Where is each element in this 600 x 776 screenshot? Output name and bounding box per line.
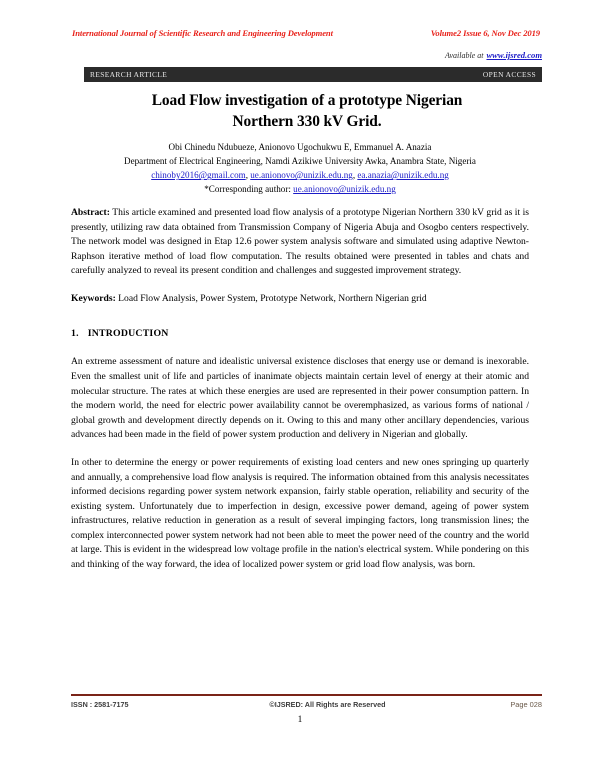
section-title: INTRODUCTION	[87, 328, 169, 340]
footer-page-label: Page 028	[510, 700, 542, 709]
footer-divider	[71, 694, 542, 696]
paper-title-line-2: Northern 330 kV Grid.	[232, 113, 382, 131]
page-footer	[71, 700, 542, 709]
page-number: 1	[297, 715, 303, 725]
author-affiliation: Department of Electrical Engineering, Namdi Azikiwe University Awka, Anambra State, Nigeria	[124, 156, 476, 167]
document-body	[71, 206, 529, 586]
journal-volume-issue: Volume2 Issue 6, Nov Dec 2019	[430, 28, 540, 38]
author-email-3[interactable]: ea.anazia@unizik.edu.ng	[357, 170, 449, 181]
section-heading-introduction	[71, 328, 529, 339]
article-access-bar	[84, 67, 542, 82]
author-email-1[interactable]: chinoby2016@gmail.com	[151, 170, 246, 181]
paper-title-line-1: Load Flow investigation of a prototype Nigerian	[151, 92, 463, 109]
author-names: Obi Chinedu Ndubueze, Anionovo Ugochukwu E, Emmanuel A. Anazia	[168, 142, 432, 152]
journal-title: International Journal of Scientific Research and Engineering Development	[72, 28, 333, 38]
available-at-line	[445, 50, 542, 60]
open-access-label: OPEN ACCESS	[482, 70, 536, 79]
available-label: Available at	[445, 51, 484, 60]
corresponding-author-line	[40, 182, 560, 196]
introduction-paragraph-1: An extreme assessment of nature and idealistic universal existence discloses that energy use or demand is inexorable. Even the smallest unit of life and particles of inanimate objects maintain certain level of energy at their atomic and molecular structure. The rates at which these energies are used are represented in their power consumption pattern. In the modern world, the need for electric power availability cannot be overemphasized, as various forms of national / global growth and development directly depends on it. Owing to this and many other ancillary dependencies, various advances had been made in the field of power system production and delivery in Nigerian and globally.	[71, 356, 529, 441]
keywords-paragraph	[71, 292, 529, 307]
footer-issn: ISSN : 2581-7175	[71, 700, 129, 709]
introduction-paragraph-2: In other to determine the energy or power requirements of existing load centers and new ones springing up quarterly and annually, a comprehensive load flow analysis is required. The information obtained from this analysis necessitates informed decisions regarding power system network expansion, fairly stable operation, reliability and security of the existing system. Unfortunately due to imperfection in design, excessive power demand, ageing of power system infrastructures, relative reduction in generation as a result of several impinging factors, long transmission lines; the complex interconnected power system network had not been able to meet the power need of the country and the world at large. This is evident in the widespread low voltage profile in the nation's electrical system. While pondering on this and thinking of the way forward, the idea of localized power system or grid load flow analysis, was born.	[71, 456, 529, 570]
author-block	[40, 140, 560, 196]
abstract-text: This article examined and presented load flow analysis of a prototype Nigerian Northern 330 kV grid as it is presently, utilizing raw data obtained from Transmission Company of Nigeria Abuja and Osogbo centers respectively. The network model was designed in Etap 12.6 power system analysis software and simulated using adaptive Newton-Raphson iterative method of load flow computation. The results obtained were presented in tables and chats and carefully analyzed to reveal its present condition and challenges and suggested improvement strategy.	[71, 207, 529, 277]
keywords-text: Load Flow Analysis, Power System, Prototype Network, Northern Nigerian grid	[115, 292, 427, 304]
abstract-label: Abstract:	[71, 207, 110, 218]
page-title	[72, 90, 542, 133]
corresponding-author-label: *Corresponding author:	[204, 184, 291, 195]
keywords-label: Keywords:	[71, 292, 116, 304]
section-number: 1.	[71, 328, 79, 340]
footer-rights: ©IJSRED: All Rights are Reserved	[269, 700, 386, 709]
author-email-2[interactable]: ue.anionovo@unizik.edu.ng	[250, 170, 353, 181]
abstract-paragraph	[71, 206, 529, 279]
journal-website-link[interactable]: www.ijsred.com	[486, 50, 542, 60]
corresponding-author-email[interactable]: ue.anionovo@unizik.edu.ng	[293, 184, 396, 195]
article-type-label: RESEARCH ARTICLE	[90, 70, 168, 79]
journal-header	[72, 28, 542, 38]
author-emails: chinoby2016@gmail.com, ue.anionovo@unizik.edu.ng, ea.anazia@unizik.edu.ng	[151, 170, 449, 181]
